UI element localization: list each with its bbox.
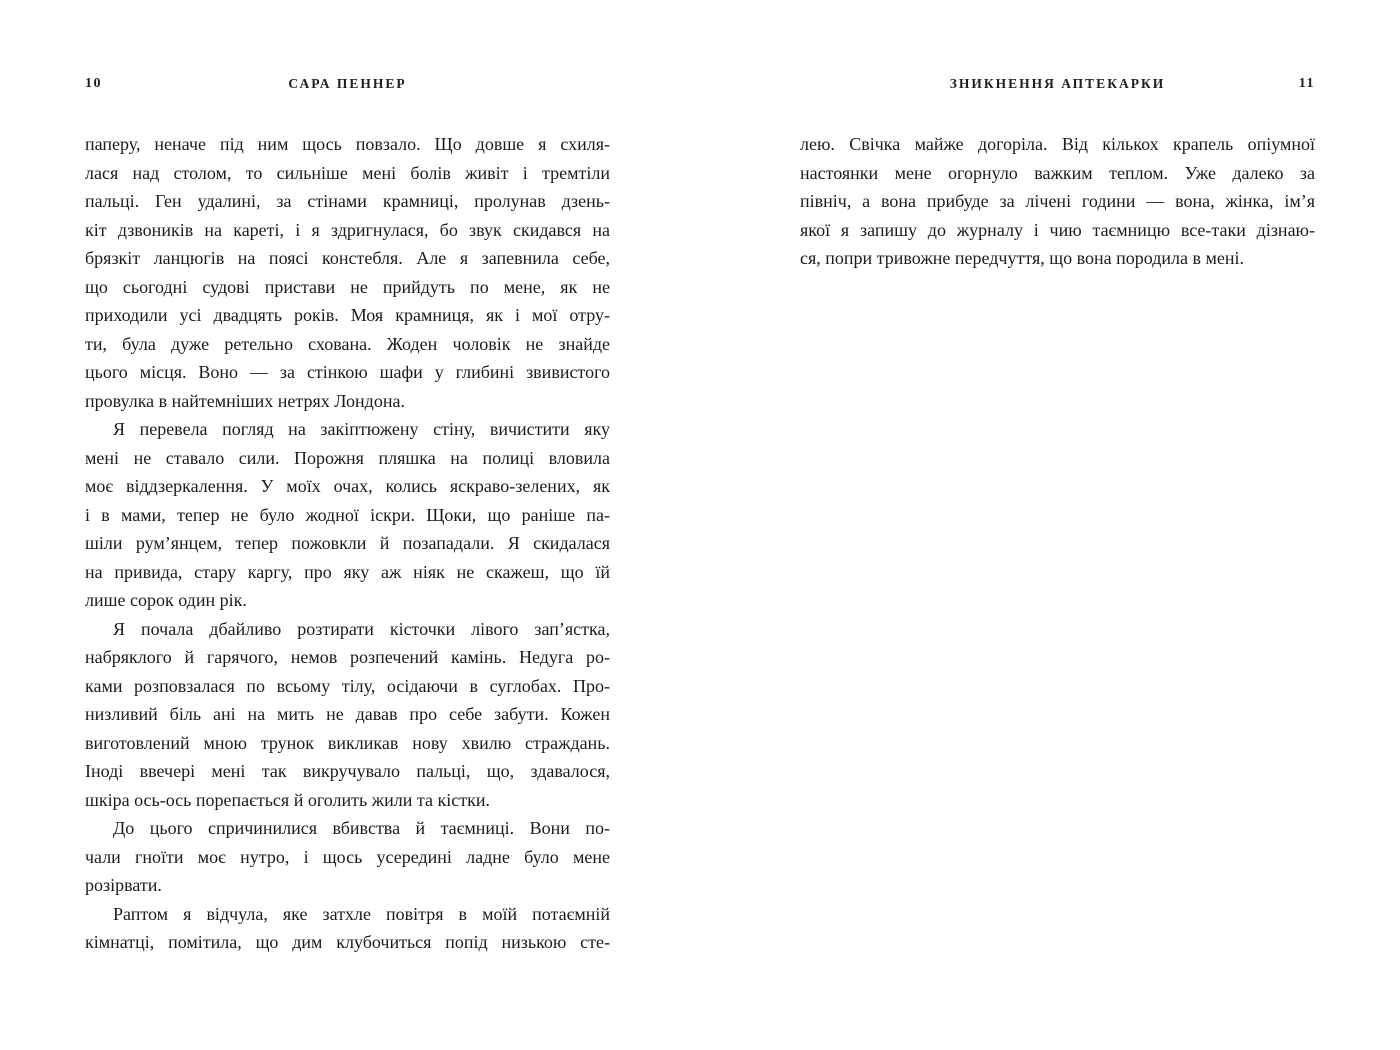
text-line: шіли рум’янцем, тепер пожовкли й позападали. Я скидалася	[85, 533, 610, 553]
text-line: мені не ставало сили. Порожня пляшка на полиці вловила	[85, 447, 610, 468]
text-line: кімнатці, помітила, що дим клубочиться попід низькою сте-	[85, 932, 610, 952]
text-line: що сьогодні судові пристави не прийдуть по мене, як не	[85, 276, 610, 297]
right-page-column	[800, 0, 1315, 1050]
paragraph	[800, 130, 1315, 273]
paragraph	[85, 814, 610, 900]
text-line: і в мами, тепер не було жодної іскри. Щоки, що раніше па-	[85, 504, 610, 525]
text-line: ками розповзалася по всьому тілу, осідаючи в суглобах. Про-	[85, 675, 610, 696]
text-line: лася над столом, то сильніше мені болів живіт і тремтіли	[85, 162, 610, 183]
text-line: Раптом я відчула, яке затхле повітря в моїй потаємній	[113, 903, 610, 924]
text-line: настоянки мене огорнуло важким теплом. Уже далеко за	[800, 162, 1315, 183]
text-line: ти, була дуже ретельно схована. Жоден чоловік не знайде	[85, 333, 610, 354]
text-line: низливий біль ані на мить не давав про себе забути. Кожен	[85, 704, 610, 724]
text-line: шкіра ось-ось порепається й оголить жили та кістки.	[85, 789, 490, 810]
text-line: паперу, неначе під ним щось повзало. Що довше я схиля-	[85, 134, 610, 154]
paragraph	[85, 130, 610, 415]
right-page-body	[800, 130, 1315, 273]
left-page-header	[85, 76, 610, 98]
right-page	[700, 0, 1400, 1050]
right-page-header	[800, 76, 1315, 98]
text-line: Іноді ввечері мені так викручувало пальці, що, здавалося,	[85, 761, 610, 781]
left-page-column	[85, 0, 610, 1050]
text-line: Я почала дбайливо розтирати кісточки лівого зап’ястка,	[113, 618, 610, 639]
text-line: розірвати.	[85, 875, 162, 895]
text-line: виготовлений мною трунок викликав нову хвилю страждань.	[85, 732, 610, 753]
text-line: брязкіт ланцюгів на поясі констебля. Але я запевнила себе,	[85, 248, 610, 268]
text-line: приходили усі двадцять років. Моя крамниця, як і мої отру-	[85, 305, 610, 325]
text-line: північ, а вона прибуде за лічені години — вона, жінка, ім’я	[800, 191, 1315, 211]
paragraph	[85, 900, 610, 957]
text-line: До цього спричинилися вбивства й таємниці. Вони по-	[113, 818, 610, 838]
left-running-header: САРА ПЕННЕР	[288, 76, 407, 91]
text-line: набряклого й гарячого, немов розпечений камінь. Недуга ро-	[85, 647, 610, 667]
right-page-number: 11	[1298, 76, 1315, 91]
text-line: Я перевела погляд на закіптюжену стіну, вичистити яку	[113, 419, 610, 439]
text-line: кіт дзвоників на кареті, і я здригнулася, бо звук скидався на	[85, 219, 610, 240]
text-line: лею. Свічка майже догоріла. Від кількох крапель опіумної	[800, 134, 1315, 154]
text-line: якої я запишу до журналу і чию таємницю все-таки дізнаю-	[800, 219, 1315, 240]
left-page-number: 10	[85, 76, 102, 91]
text-line: цього місця. Воно — за стінкою шафи у глибині звивистого	[85, 362, 610, 382]
paragraph	[85, 615, 610, 815]
text-line: моє віддзеркалення. У моїх очах, колись яскраво-зелених, як	[85, 476, 610, 496]
paragraph	[85, 415, 610, 615]
text-line: лише сорок один рік.	[85, 590, 247, 610]
right-running-header: ЗНИКНЕННЯ АПТЕКАРКИ	[949, 76, 1166, 91]
text-line: на привида, стару каргу, про яку аж ніяк не скажеш, що їй	[85, 561, 610, 582]
text-line: пальці. Ген удалині, за стінами крамниці, пролунав дзень-	[85, 191, 610, 211]
text-line: ся, попри тривожне передчуття, що вона породила в мені.	[800, 248, 1244, 268]
text-line: провулка в найтемніших нетрях Лондона.	[85, 390, 405, 411]
left-page-body	[85, 130, 610, 957]
text-line: чали гноїти моє нутро, і щось усередині ладне було мене	[85, 846, 610, 867]
